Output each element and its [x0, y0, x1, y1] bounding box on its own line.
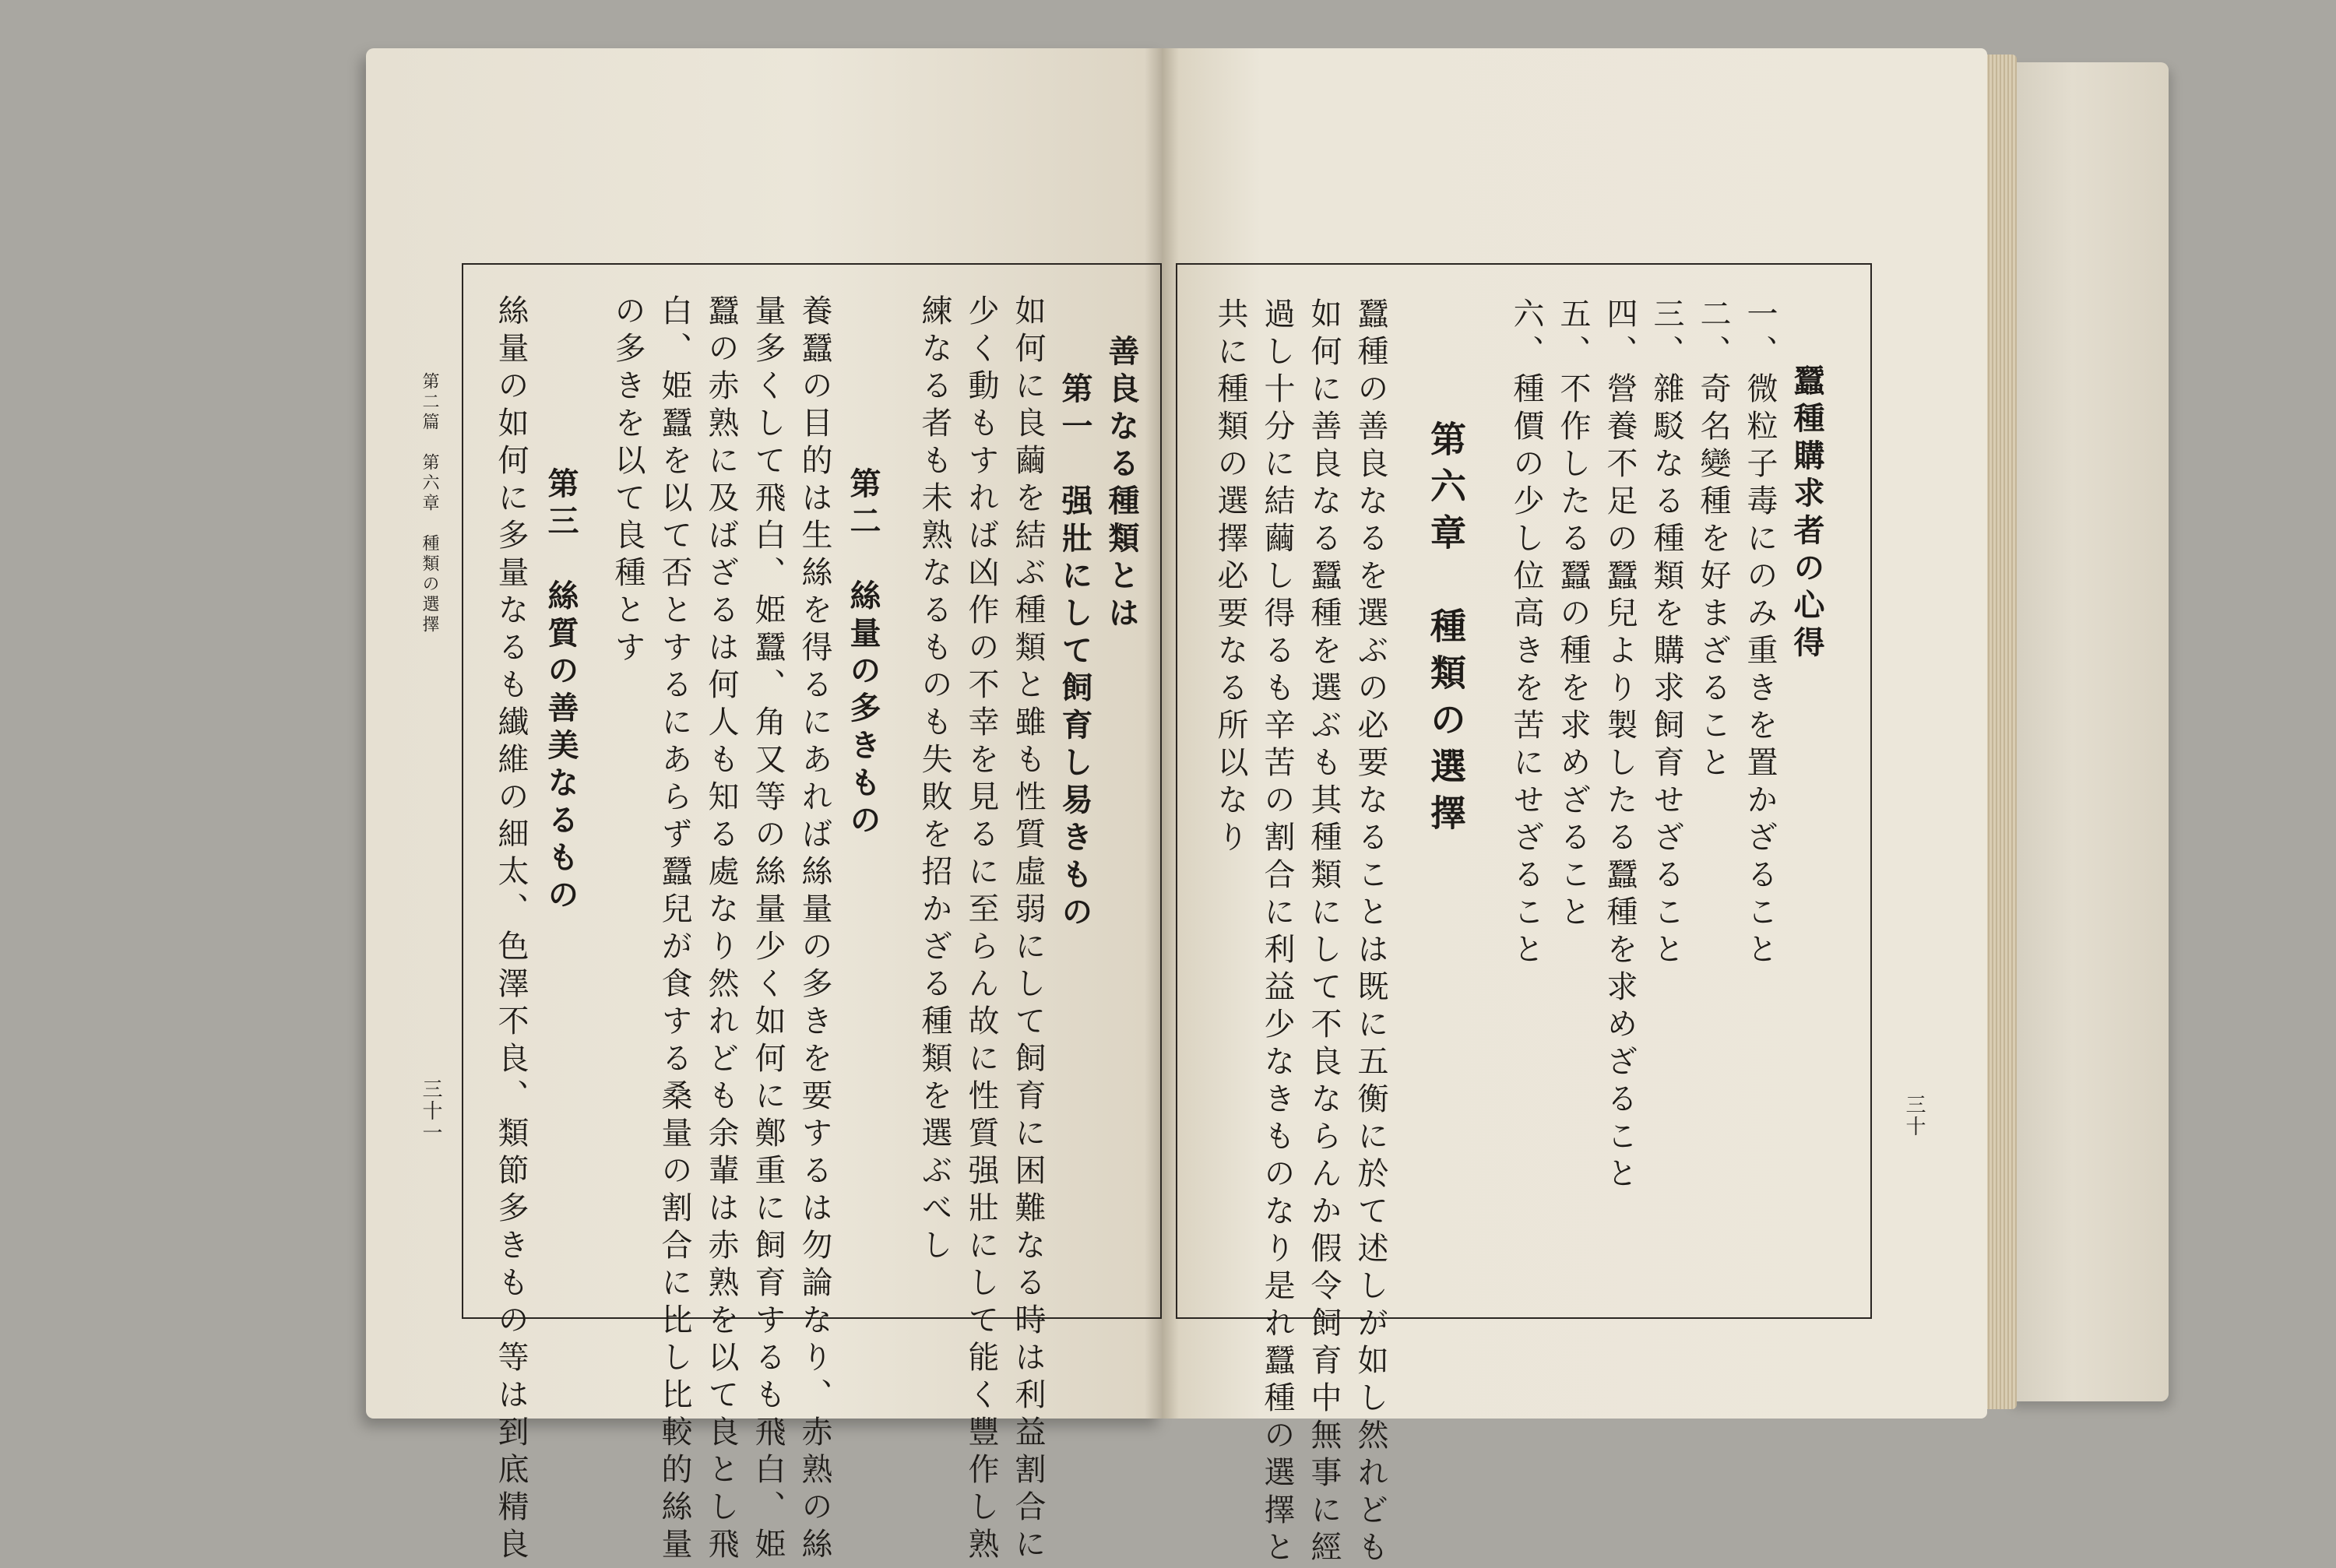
text-line: 善良なる種類とは [1103, 335, 1140, 634]
chapter-title: 第六章 種類の選擇 [1425, 420, 1467, 841]
subheading: 第三 絲質の善美なるもの [543, 467, 579, 916]
text-line: 如何に良繭を結ぶ種類と雖も性質虛弱にして飼育に困難なる時は利益割合に [1010, 294, 1046, 1565]
text-line: 養蠶の目的は生絲を得るにあれば絲量の多きを要するは勿論なり、赤熟の絲 [797, 294, 832, 1565]
list-item: 六、種價の少し位高きを苦にせざること [1508, 297, 1544, 970]
page-number-right: 三十 [1902, 1094, 1926, 1137]
text-line: 蠶の赤熟に及ばざるは何人も知る處なり然れども余輩は赤熟を以て良とし飛 [703, 294, 739, 1565]
text-line: 練なる者も未熟なるものも失敗を招かざる種類を選ぶべし [916, 294, 952, 1266]
text-line: 如何に善良なる蠶種を選ぶも其種類にして不良ならんか假令飼育中無事に經 [1306, 297, 1342, 1568]
subheading: 第二 絲量の多きもの [845, 467, 881, 841]
text-line: 共に種類の選擇必要なる所以なり [1212, 297, 1248, 858]
list-item: 一、微粒子毒にのみ重きを置かざること [1742, 297, 1778, 970]
text-line: の多きを以て良種とす [610, 294, 646, 668]
list-item: 四、營養不足の蠶兒より製したる蠶種を求めざること [1602, 297, 1638, 1194]
text-line: 白、姫蠶を以て否とするにあらず蠶兒が食する桑量の割合に比し比較的絲量 [656, 294, 692, 1565]
text-line: 量多くして飛白、姫蠶、角又等の絲量少く如何に鄭重に飼育するも飛白、姫 [750, 294, 786, 1565]
text-line: 絲量の如何に多量なるも纎維の細太、色澤不良、類節多きもの等は到底精良 [493, 294, 529, 1565]
list-item: 二、奇名變種を好まざること [1695, 297, 1731, 783]
list-item: 五、不作したる蠶の種を求めざること [1555, 297, 1591, 933]
page-number-left: 三十一 [419, 1078, 442, 1144]
text-line: 蠶種の善良なるを選ぶの必要なることは既に五衡に於て述しが如し然れども [1353, 297, 1388, 1568]
text-line: 過し十分に結繭し得るも辛苦の割合に利益少なきものなり是れ蠶種の選擇と [1259, 297, 1295, 1568]
running-head: 第二篇 第六章 種類の選擇 [420, 372, 439, 635]
list-heading: 蠶種購求者の心得 [1789, 364, 1825, 663]
back-cover [2009, 62, 2169, 1401]
text-line: 少く動もすれば凶作の不幸を見るに至らん故に性質强壯にして能く豐作し熟 [963, 294, 999, 1565]
list-item: 三、雜駁なる種類を購求飼育せざること [1648, 297, 1684, 970]
subheading: 第一 强壯にして飼育し易きもの [1057, 372, 1093, 933]
